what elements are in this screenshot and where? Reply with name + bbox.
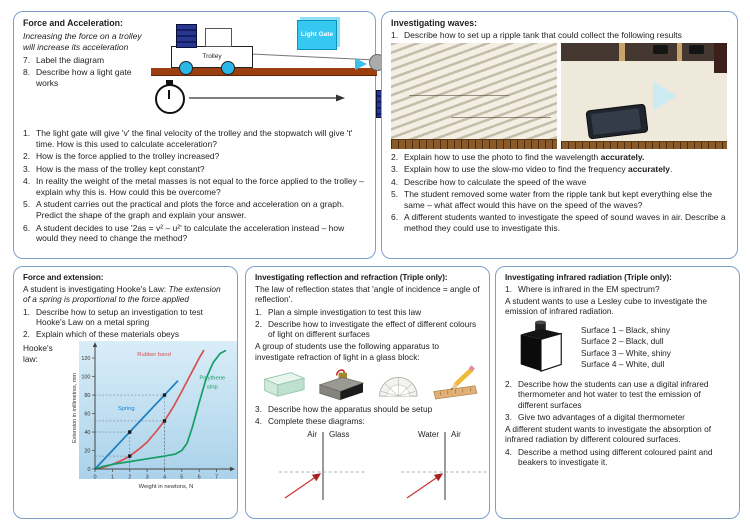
force-accel-top-row (23, 18, 366, 128)
track-end-marker (355, 58, 367, 70)
medium-label-left: Air (307, 429, 317, 439)
question-item: 2. Explain how to use the photo to find the wavelength accurately. (391, 151, 645, 162)
stand-leg (677, 43, 682, 61)
panel-force-extension (13, 266, 238, 519)
force-accel-hypothesis: Increasing the force on a trolley will increase its acceleration (23, 31, 142, 53)
question-item: 2. Explain which of these materials obeys (23, 329, 179, 340)
absorption-intro: A different student wants to investigate the absorption of infrared radiation by different coloured surfaces. (505, 423, 712, 445)
medium-label-right: Glass (329, 429, 350, 439)
question-item: 2. How is the force applied to the trolley increased? (23, 151, 220, 162)
medium-label-right: Air (451, 429, 461, 439)
panel-title-infrared: Investigating infrared radiation (Triple only): (505, 273, 672, 282)
svg-text:1: 1 (110, 474, 114, 481)
refraction-diagram-water-air (395, 430, 495, 502)
extension-chart (69, 341, 237, 498)
leslie-cube-icon (509, 320, 571, 376)
svg-text:120: 120 (81, 356, 91, 363)
svg-text:0: 0 (93, 474, 97, 481)
question-item: 1. Describe how to set up a ripple tank that could collect the following results (391, 30, 682, 40)
trolley-wheel-icon (179, 61, 193, 75)
question-item: 3. How is the mass of the trolley kept constant? (23, 163, 205, 174)
ruler-in-photo (391, 139, 557, 149)
stand-leg (619, 43, 625, 61)
surface-item: Surface 3 – White, shiny (581, 347, 671, 358)
ruler-in-photo (561, 141, 727, 149)
question-item: 1. The light gate will give 'v' the final velocity of the trolley and the stopwatch will give 't' time. How is this used to calculate acceleration? (23, 128, 353, 149)
svg-text:60: 60 (84, 411, 91, 418)
question-item: 1. Describe how to setup an investigation to test Hooke's Law on a metal spring (23, 306, 203, 328)
svg-text:7: 7 (215, 474, 219, 481)
question-item: 4. Complete these diagrams: (255, 416, 365, 427)
force-extension-graph (69, 341, 237, 493)
surface-list (581, 325, 671, 371)
glass-block-icon (259, 364, 310, 402)
question-item: 4. Describe a method using different coloured paint and beakers to investigate it. (505, 446, 713, 468)
svg-text:Extension in millimetres, mm: Extension in millimetres, mm (72, 373, 78, 444)
hookes-law-label: Hooke's law: (23, 343, 53, 364)
trolley-body: Trolley (171, 46, 253, 68)
svg-text:6: 6 (197, 474, 201, 481)
stopwatch-icon (155, 84, 185, 114)
smartphone-icon (585, 103, 648, 139)
medium-label-left: Water (417, 429, 439, 439)
svg-text:20: 20 (84, 448, 91, 455)
question-item: 5. A student carries out the practical and plots the force and acceleration on a graph. Predict the shape of the graph and explain your answer. (23, 199, 345, 221)
panel-investigating-waves (381, 11, 738, 259)
question-item: 2. Describe how to investigate the effect of different colours of light on different surfaces (255, 318, 477, 340)
panel-reflection-refraction (245, 266, 490, 519)
ray-box-icon (316, 364, 367, 402)
question-item: 3. Explain how to use the slow-mo video to find the frequency accurately. (391, 164, 673, 175)
pencil-ruler-icon (429, 364, 480, 402)
mass-on-trolley (176, 24, 197, 48)
refraction-diagrams (273, 430, 480, 502)
leslie-cube-intro: A student wants to use a Lesley cube to investigate the emission of infrared radiation. (505, 295, 708, 317)
surface-item: Surface 1 – Black, shiny (581, 324, 671, 335)
play-icon[interactable] (653, 81, 677, 111)
question-item: 2. Describe how the students can use a digital infrared thermometer and hot water to test the emission of different surfaces (505, 378, 709, 410)
svg-text:0: 0 (87, 467, 91, 474)
trolley-wheel-icon (221, 61, 235, 75)
ray-diagram-svg (273, 430, 373, 502)
panel-title-extension: Force and extension: (23, 273, 104, 282)
ripple-video-still (561, 43, 727, 149)
lamp-clamp (653, 45, 668, 54)
question-item: 1. Plan a simple investigation to test this law (255, 306, 422, 317)
svg-text:strip: strip (206, 384, 218, 391)
panel-force-acceleration (13, 11, 376, 259)
ripple-pattern-photo (391, 43, 557, 149)
waves-questions (391, 152, 728, 234)
question-item: 3. Describe how the apparatus should be setup (255, 404, 433, 415)
surface-item: Surface 4 – White, dull (581, 359, 665, 370)
question-item: 4. Describe how to calculate the speed of the wave (391, 176, 587, 187)
svg-text:3: 3 (145, 474, 149, 481)
reflection-law-text: The law of reflection states that 'angle of incidence = angle of reflection'. (255, 284, 480, 305)
stopwatch-hand (168, 90, 170, 99)
apparatus-row (259, 364, 480, 402)
svg-text:Spring: Spring (117, 406, 135, 413)
svg-text:Polythene: Polythene (199, 375, 226, 382)
list-item: 8. Describe how a light gate works (23, 67, 132, 89)
protractor-icon (373, 364, 424, 402)
pencil-mark (409, 95, 509, 96)
question-item: 1. Where is infrared in the EM spectrum? (505, 284, 660, 294)
stopwatch-button (166, 80, 173, 85)
pencil-mark (451, 117, 551, 118)
svg-text:100: 100 (81, 374, 91, 381)
ripple-tank-photos (391, 43, 728, 149)
light-gate-label: Light Gate (297, 20, 337, 50)
question-item: 3. Give two advantages of a digital thermometer (505, 411, 685, 422)
force-accel-questions (23, 128, 366, 244)
question-item: 6. A student decides to use '2as = v² – u²' to calculate the acceleration instead – how would they need to change the method? (23, 222, 345, 244)
svg-text:5: 5 (180, 474, 184, 481)
trolley-experiment-diagram (143, 18, 366, 126)
question-item: 6. A different students wanted to investigate the speed of sound waves in air. Describe a method they could use to investigate this. (391, 212, 726, 234)
lamp-clamp (689, 45, 704, 54)
svg-text:Rubber band: Rubber band (137, 352, 171, 359)
smartphone-screen (591, 108, 641, 135)
trolley-cargo-box (205, 28, 232, 47)
list-item: 7. Label the diagram (23, 55, 105, 65)
surface-item: Surface 2 – Black, dull (581, 336, 664, 347)
panel-title-waves: Investigating waves: (391, 18, 478, 28)
photo-background-corner (714, 43, 727, 73)
panel-infrared-radiation (495, 266, 740, 519)
svg-text:Weight in newtons, N: Weight in newtons, N (138, 484, 194, 491)
panel-title-reflection: Investigating reflection and refraction (Triple only): (255, 273, 448, 282)
ray-diagram-svg (395, 430, 495, 502)
svg-text:80: 80 (84, 393, 91, 400)
question-item: 4. In reality the weight of the metal masses is not equal to the force applied to the trolley – explain why this is. How could this be overcome? (23, 176, 364, 197)
svg-text:4: 4 (162, 474, 167, 481)
svg-text:40: 40 (84, 430, 91, 437)
panel-title-force-acceleration: Force and Acceleration: (23, 18, 123, 28)
refraction-diagram-air-glass (273, 430, 373, 502)
apparatus-text: A group of students use the following apparatus to investigate refraction of light in a glass block: (255, 341, 440, 362)
svg-text:2: 2 (128, 474, 132, 481)
extension-intro: A student is investigating Hooke's Law: The extension of a spring is proportional to the force applied (23, 284, 221, 305)
question-item: 5. The student removed some water from the ripple tank but kept everything else the same – what affect would this have on the speed of the waves? (391, 189, 713, 210)
